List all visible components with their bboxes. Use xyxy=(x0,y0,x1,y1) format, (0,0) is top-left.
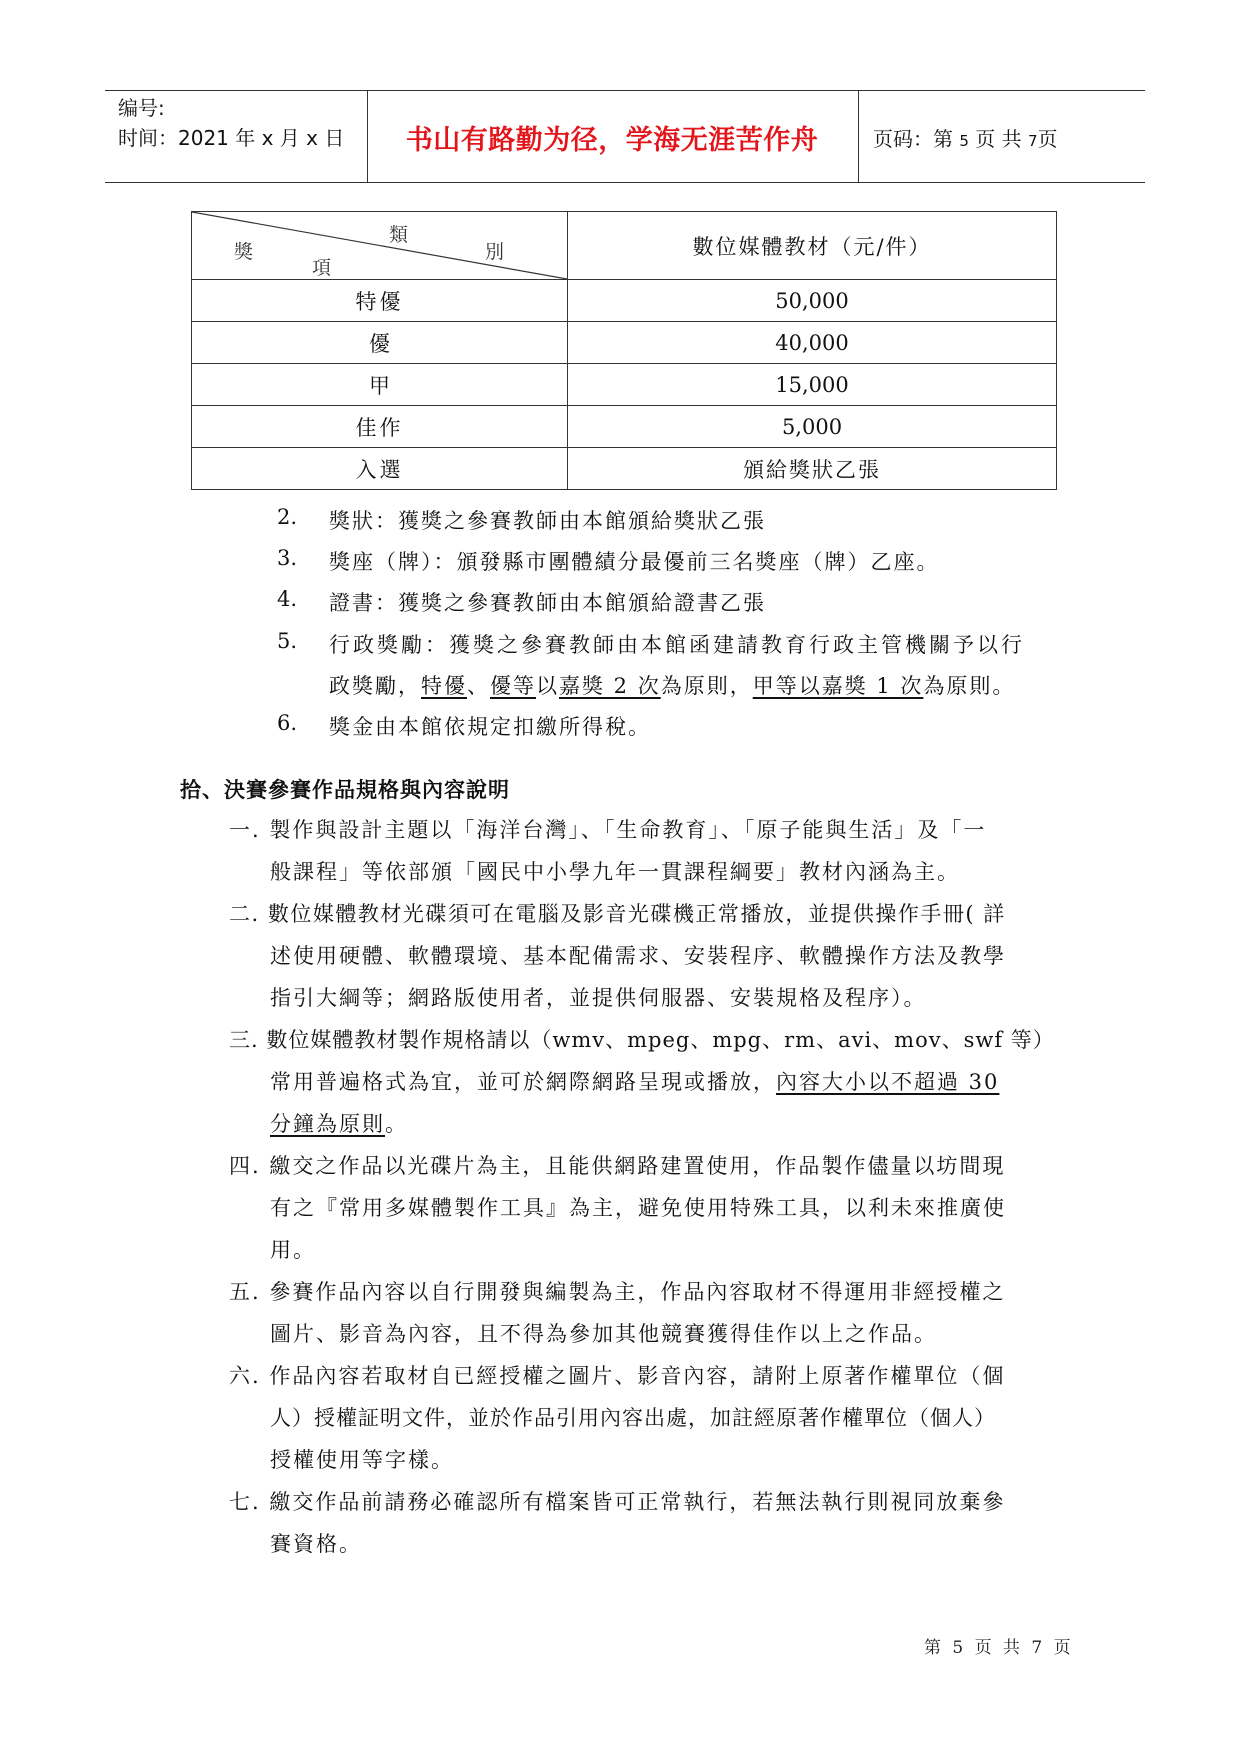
item-4-line-3: 用。 xyxy=(270,1238,316,1262)
award-value: 頒給獎狀乙張 xyxy=(568,448,1057,490)
section-heading: 拾、決賽參賽作品規格與內容說明 xyxy=(180,777,510,802)
page-code-total: 7 xyxy=(1027,132,1038,150)
item-7-line-2: 賽資格。 xyxy=(270,1532,362,1556)
document-number-label: 编号: xyxy=(118,96,165,120)
item-6-line-2: 人）授權証明文件，並於作品引用內容出處，加註經原著作權單位（個人） xyxy=(270,1406,996,1430)
text-segment: 為原則。 xyxy=(923,674,1016,698)
page-code-mid: 页 共 xyxy=(975,127,1022,151)
header-page-code xyxy=(873,123,1058,152)
diag-label-award: 獎 xyxy=(234,241,254,263)
diag-label-item: 項 xyxy=(312,257,332,279)
header-divider-left xyxy=(367,90,368,183)
list-number-2: 2. xyxy=(277,505,298,529)
award-value: 5,000 xyxy=(568,406,1057,448)
award-name: 優 xyxy=(192,322,568,364)
text-segment: 、 xyxy=(467,674,490,698)
list-number-6: 6. xyxy=(277,711,298,735)
diagonal-header-cell xyxy=(192,212,568,280)
list-number-5: 5. xyxy=(277,629,298,653)
item-3-line-2 xyxy=(270,1066,999,1096)
award-name: 特優 xyxy=(192,280,568,322)
table-row xyxy=(192,280,1057,322)
list-number-3: 3. xyxy=(277,546,298,570)
item-4-line-1: 四. 繳交之作品以光碟片為主，且能供網路建置使用，作品製作儘量以坊間現 xyxy=(229,1154,1006,1178)
page-footer: 第 5 页 共 7 页 xyxy=(924,1638,1074,1658)
item-2-line-3: 指引大綱等；網路版使用者，並提供伺服器、安裝規格及程序）。 xyxy=(270,986,927,1010)
page-code-prefix: 页码：第 xyxy=(873,127,953,151)
list-item-5-line-1: 行政獎勵：獲獎之參賽教師由本館函建請教育行政主管機關予以行 xyxy=(329,633,1025,657)
award-name: 佳作 xyxy=(192,406,568,448)
text-segment: 以 xyxy=(536,674,559,698)
item-2-line-1: 二. 數位媒體教材光碟須可在電腦及影音光碟機正常播放，並提供操作手冊( 詳 xyxy=(229,902,1006,926)
table-row xyxy=(192,406,1057,448)
table-row xyxy=(192,322,1057,364)
item-5-line-1: 五. 參賽作品內容以自行開發與編製為主，作品內容取材不得運用非經授權之 xyxy=(229,1280,1006,1304)
list-item-4: 證書：獲獎之參賽教師由本館頒給證書乙張 xyxy=(329,591,766,615)
table-row xyxy=(192,448,1057,490)
award-name: 甲 xyxy=(192,364,568,406)
header-top-rule xyxy=(105,90,1145,91)
item-1-line-1: 一. 製作與設計主題以「海洋台灣」、「生命教育」、「原子能與生活」及「一 xyxy=(229,818,987,842)
item-5-line-2: 圖片、影音為內容，且不得為參加其他競賽獲得佳作以上之作品。 xyxy=(270,1322,937,1346)
header-meta xyxy=(118,94,344,152)
underlined-text: 內容大小以不超過 30 xyxy=(776,1070,1000,1094)
header-bottom-rule xyxy=(105,182,1145,183)
award-table xyxy=(191,211,1057,490)
page-code-suffix: 页 xyxy=(1037,127,1058,151)
item-2-line-2: 述使用硬體、軟體環境、基本配備需求、安裝程序、軟體操作方法及教學 xyxy=(270,944,1006,968)
item-3-line-3 xyxy=(270,1108,408,1138)
diag-label-category: 類 xyxy=(389,224,409,246)
list-number-4: 4. xyxy=(277,587,298,611)
table-row xyxy=(192,364,1057,406)
item-3-line-1: 三. 數位媒體教材製作規格請以（wmv、mpeg、mpg、rm、avi、mov、swf 等） xyxy=(229,1028,1055,1052)
header-divider-right xyxy=(858,90,859,183)
underlined-text: 嘉獎 1 次 xyxy=(821,674,924,698)
text-segment: 常用普遍格式為宜，並可於網際網路呈現或播放， xyxy=(270,1070,776,1094)
list-item-3: 獎座（牌）：頒發縣市團體績分最優前三名獎座（牌）乙座。 xyxy=(329,550,940,574)
award-table-header-row xyxy=(192,212,1057,280)
award-value: 40,000 xyxy=(568,322,1057,364)
item-7-line-1: 七. 繳交作品前請務必確認所有檔案皆可正常執行，若無法執行則視同放棄參 xyxy=(229,1490,1006,1514)
item-1-line-2: 般課程」等依部頒「國民中小學九年一貫課程綱要」教材內涵為主。 xyxy=(270,860,960,884)
underlined-text: 嘉獎 2 次 xyxy=(559,674,661,698)
list-item-5-line-2 xyxy=(329,670,1015,700)
header-motto: 书山有路勤为径，学海无涯苦作舟 xyxy=(405,125,819,156)
item-6-line-1: 六. 作品內容若取材自已經授權之圖片、影音內容，請附上原著作權單位（個 xyxy=(229,1364,1006,1388)
document-time: 时间：2021 年 x 月 x 日 xyxy=(118,126,345,150)
underlined-text: 分鐘為原則 xyxy=(270,1112,385,1136)
item-6-line-3: 授權使用等字樣。 xyxy=(270,1448,454,1472)
item-4-line-2: 有之『常用多媒體製作工具』為主，避免使用特殊工具，以利未來推廣使 xyxy=(270,1196,1006,1220)
text-segment: 政獎勵， xyxy=(329,674,421,698)
award-value: 15,000 xyxy=(568,364,1057,406)
page-code-current: 5 xyxy=(959,132,969,150)
underlined-text: 優等 xyxy=(490,674,536,698)
underlined-text: 甲等以 xyxy=(752,674,822,698)
column-header-digital-media: 數位媒體教材（元/件） xyxy=(568,212,1057,280)
award-name: 入選 xyxy=(192,448,568,490)
underlined-text: 特優 xyxy=(421,674,467,698)
diag-label-type: 別 xyxy=(485,241,505,263)
list-item-2: 獎狀：獲獎之參賽教師由本館頒給獎狀乙張 xyxy=(329,509,766,533)
text-segment: 。 xyxy=(385,1112,408,1136)
text-segment: 為原則， xyxy=(660,674,753,698)
award-value: 50,000 xyxy=(568,280,1057,322)
list-item-6: 獎金由本館依規定扣繳所得稅。 xyxy=(329,715,651,739)
